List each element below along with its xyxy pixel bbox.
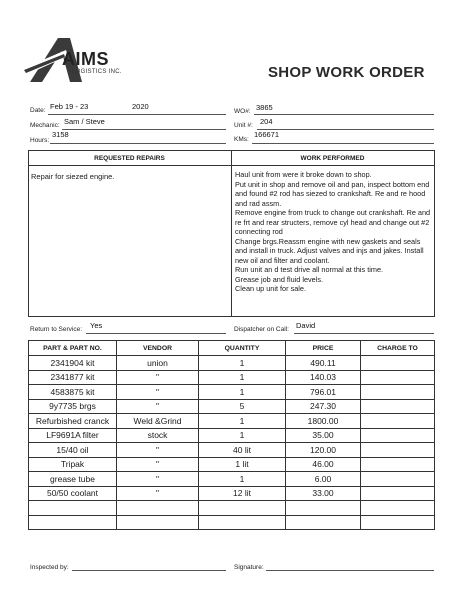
price-cell[interactable]: 247.30 bbox=[286, 399, 361, 414]
table-row bbox=[29, 356, 435, 371]
vendor-cell[interactable]: " bbox=[117, 385, 199, 400]
requested-repairs-text[interactable]: Repair for siezed engine. bbox=[31, 172, 115, 181]
unit-field[interactable]: 204 bbox=[260, 117, 273, 126]
vendor-cell[interactable]: " bbox=[117, 486, 199, 501]
quantity-cell[interactable]: 40 lit bbox=[199, 443, 286, 458]
work-performed-text[interactable]: Haul unit from were it broke down to shop. Put unit in shop and remove oil and pan, inspect bottom end and found #2 rod has siezed to crankshaft. Re and re hood and rad assm. Remove engine from truck to change out crankshaft. Re and re frt and rear structers, remove cyl head and change out #2 connecting rod Change brgs.Reassm engine with new gaskets and seals and install in truck. Adjust valves and injs and jakes. Install new oil and filter and coolant. Run unit an d test drive all normal at this time. Grease job and fluid levels. Clean up unit for sale. bbox=[235, 170, 431, 293]
vendor-cell[interactable]: " bbox=[117, 399, 199, 414]
table-row bbox=[29, 428, 435, 443]
vendor-cell[interactable]: " bbox=[117, 472, 199, 487]
column-header-charge-to: CHARGE TO bbox=[361, 341, 435, 356]
part-number-cell[interactable]: 2341877 kit bbox=[29, 370, 117, 385]
vendor-cell[interactable]: " bbox=[117, 457, 199, 472]
charge-to-cell[interactable] bbox=[361, 428, 435, 443]
column-header-quantity: QUANTITY bbox=[199, 341, 286, 356]
date-year-field[interactable]: 2020 bbox=[132, 102, 149, 111]
kms-label: KMs: bbox=[234, 136, 249, 143]
page-title: SHOP WORK ORDER bbox=[268, 64, 425, 81]
quantity-cell[interactable] bbox=[199, 515, 286, 530]
table-row bbox=[29, 486, 435, 501]
column-header-vendor: VENDOR bbox=[117, 341, 199, 356]
dispatcher-label: Dispatcher on Call: bbox=[234, 326, 289, 333]
quantity-cell[interactable]: 1 bbox=[199, 428, 286, 443]
part-number-cell[interactable]: 50/50 coolant bbox=[29, 486, 117, 501]
dispatcher-underline bbox=[294, 333, 434, 334]
part-number-cell[interactable]: LF9691A filter bbox=[29, 428, 117, 443]
price-cell[interactable]: 35.00 bbox=[286, 428, 361, 443]
quantity-cell[interactable]: 1 bbox=[199, 385, 286, 400]
part-number-cell[interactable] bbox=[29, 501, 117, 516]
charge-to-cell[interactable] bbox=[361, 370, 435, 385]
repairs-header-rule bbox=[28, 165, 434, 166]
charge-to-cell[interactable] bbox=[361, 472, 435, 487]
charge-to-cell[interactable] bbox=[361, 486, 435, 501]
parts-header-row bbox=[29, 341, 435, 356]
quantity-cell[interactable]: 1 lit bbox=[199, 457, 286, 472]
quantity-cell[interactable]: 5 bbox=[199, 399, 286, 414]
part-number-cell[interactable] bbox=[29, 515, 117, 530]
charge-to-cell[interactable] bbox=[361, 414, 435, 429]
column-header-part: PART & PART NO. bbox=[29, 341, 117, 356]
price-cell[interactable]: 140.03 bbox=[286, 370, 361, 385]
hours-label: Hours: bbox=[30, 137, 50, 144]
inspected-by-line[interactable] bbox=[72, 570, 226, 571]
column-header-price: PRICE bbox=[286, 341, 361, 356]
price-cell[interactable]: 796.01 bbox=[286, 385, 361, 400]
kms-field[interactable]: 166671 bbox=[254, 130, 280, 139]
part-number-cell[interactable]: Refurbished cranck bbox=[29, 414, 117, 429]
price-cell[interactable]: 120.00 bbox=[286, 443, 361, 458]
return-to-service-label: Return to Service: bbox=[30, 326, 83, 333]
signature-line[interactable] bbox=[266, 570, 434, 571]
date-underline bbox=[48, 114, 226, 115]
part-number-cell[interactable]: 15/40 oil bbox=[29, 443, 117, 458]
price-cell[interactable]: 6.00 bbox=[286, 472, 361, 487]
vendor-cell[interactable]: stock bbox=[117, 428, 199, 443]
part-number-cell[interactable]: grease tube bbox=[29, 472, 117, 487]
quantity-cell[interactable] bbox=[199, 501, 286, 516]
vendor-cell[interactable]: Weld &Grind bbox=[117, 414, 199, 429]
parts-body bbox=[29, 356, 435, 530]
table-row bbox=[29, 457, 435, 472]
inspected-by-label: Inspected by: bbox=[30, 564, 69, 571]
charge-to-cell[interactable] bbox=[361, 515, 435, 530]
table-row bbox=[29, 472, 435, 487]
part-number-cell[interactable]: 4583875 kit bbox=[29, 385, 117, 400]
table-row bbox=[29, 399, 435, 414]
wo-underline bbox=[254, 114, 434, 115]
table-row bbox=[29, 501, 435, 516]
charge-to-cell[interactable] bbox=[361, 443, 435, 458]
table-row bbox=[29, 370, 435, 385]
table-row bbox=[29, 385, 435, 400]
part-number-cell[interactable]: 9y7735 brgs bbox=[29, 399, 117, 414]
parts-table bbox=[28, 340, 435, 530]
hours-underline bbox=[50, 143, 226, 144]
part-number-cell[interactable]: 2341904 kit bbox=[29, 356, 117, 371]
kms-underline bbox=[252, 143, 434, 144]
quantity-cell[interactable]: 12 lit bbox=[199, 486, 286, 501]
quantity-cell[interactable]: 1 bbox=[199, 472, 286, 487]
mechanic-field[interactable]: Sam / Steve bbox=[64, 117, 105, 126]
charge-to-cell[interactable] bbox=[361, 501, 435, 516]
price-cell[interactable]: 33.00 bbox=[286, 486, 361, 501]
brand-subtitle: LOGISTICS INC. bbox=[72, 69, 122, 75]
unit-underline bbox=[257, 129, 434, 130]
hours-field[interactable]: 3158 bbox=[52, 130, 69, 139]
repairs-divider bbox=[231, 150, 232, 316]
mechanic-label: Mechanic: bbox=[30, 122, 60, 129]
unit-label: Unit #: bbox=[234, 122, 253, 129]
price-cell[interactable]: 46.00 bbox=[286, 457, 361, 472]
vendor-cell[interactable] bbox=[117, 501, 199, 516]
quantity-cell[interactable]: 1 bbox=[199, 356, 286, 371]
return-underline bbox=[86, 333, 226, 334]
quantity-cell[interactable]: 1 bbox=[199, 370, 286, 385]
price-cell[interactable]: 1800.00 bbox=[286, 414, 361, 429]
charge-to-cell[interactable] bbox=[361, 399, 435, 414]
mechanic-underline bbox=[62, 129, 226, 130]
part-number-cell[interactable]: Tripak bbox=[29, 457, 117, 472]
signature-label: Signature: bbox=[234, 564, 264, 571]
vendor-cell[interactable]: union bbox=[117, 356, 199, 371]
charge-to-cell[interactable] bbox=[361, 385, 435, 400]
charge-to-cell[interactable] bbox=[361, 457, 435, 472]
return-to-service-field[interactable]: Yes bbox=[90, 321, 103, 330]
table-row bbox=[29, 414, 435, 429]
date-field[interactable]: Feb 19 - 23 bbox=[50, 102, 89, 111]
price-cell[interactable] bbox=[286, 501, 361, 516]
wo-field[interactable]: 3865 bbox=[256, 103, 273, 112]
price-cell[interactable]: 490.11 bbox=[286, 356, 361, 371]
table-row bbox=[29, 443, 435, 458]
table-row bbox=[29, 515, 435, 530]
vendor-cell[interactable] bbox=[117, 515, 199, 530]
vendor-cell[interactable]: " bbox=[117, 443, 199, 458]
vendor-cell[interactable]: " bbox=[117, 370, 199, 385]
work-performed-header: WORK PERFORMED bbox=[300, 155, 365, 162]
wo-label: WO#: bbox=[234, 108, 251, 115]
charge-to-cell[interactable] bbox=[361, 356, 435, 371]
date-label: Date: bbox=[30, 107, 46, 114]
quantity-cell[interactable]: 1 bbox=[199, 414, 286, 429]
requested-repairs-header: REQUESTED REPAIRS bbox=[94, 155, 165, 162]
dispatcher-field[interactable]: David bbox=[296, 321, 316, 330]
brand-name: AIMS bbox=[62, 49, 109, 69]
price-cell[interactable] bbox=[286, 515, 361, 530]
